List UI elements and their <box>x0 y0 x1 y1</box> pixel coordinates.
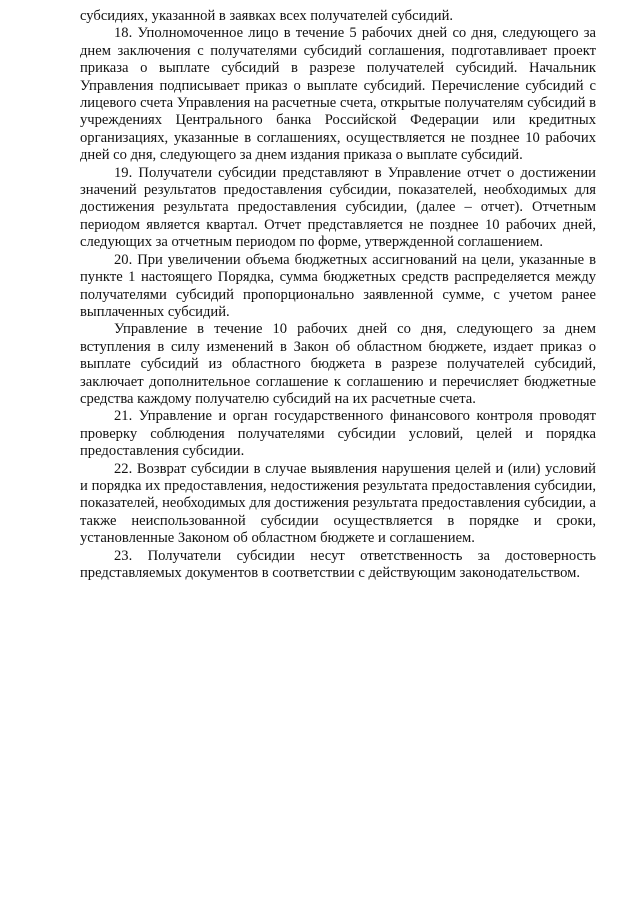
paragraph-20: 20. При увеличении объема бюджетных ассигнований на цели, указанные в пункте 1 настоящего Порядка, сумма бюджетных средств распределяется между получателями субсидий пропорционально заявленной сумме, с учетом ранее выплаченных субсидий. <box>80 251 596 320</box>
paragraph-19: 19. Получатели субсидии представляют в Управление отчет о достижении значений результатов предоставления субсидии, показателей, необходимых для достижения результата предоставления субсидии, (далее – отчет). Отчетным периодом является квартал. Отчет представляется не позднее 10 рабочих дней, следующих за отчетным периодом по форме, утвержденной соглашением. <box>80 164 596 251</box>
paragraph-20-continued: Управление в течение 10 рабочих дней со дня, следующего за днем вступления в силу изменений в Закон об областном бюджете, издает приказ о выплате субсидий из областного бюджета в разрезе получателей субсидий, заключает дополнительное соглашение к соглашению и перечисляет бюджетные средства каждому получателю субсидий на их расчетные счета. <box>80 321 596 407</box>
paragraph-23: 23. Получатели субсидии несут ответственность за достоверность представляемых документов в соответствии с действующим законодательством. <box>80 547 596 581</box>
document-page <box>80 8 596 582</box>
paragraph-18: 18. Уполномоченное лицо в течение 5 рабочих дней со дня, следующего за днем заключения с получателями субсидий соглашения, подготавливает проект приказа о выплате субсидий в разрезе получателей субсидий. Начальник Управления подписывает приказ о выплате субсидий. Перечисление субсидий с лицевого счета Управления на расчетные счета, открытые получателям субсидий в учреждениях Центрального банка Российской Федерации или кредитных организациях, указанные в соглашениях, осуществляется не позднее 10 рабочих дней со дня, следующего за днем издания приказа о выплате субсидий. <box>80 25 596 164</box>
paragraph-22: 22. Возврат субсидии в случае выявления нарушения целей и (или) условий и порядка их предоставления, недостижения результата предоставления субсидии, показателей, необходимых для достижения результата предоставления субсидии, а также неиспользованной субсидии осуществляется в порядке и сроки, установленные Законом об областном бюджете и соглашением. <box>80 460 596 547</box>
paragraph-continuation: субсидиях, указанной в заявках всех получателей субсидий. <box>80 8 454 24</box>
paragraph-21: 21. Управление и орган государственного финансового контроля проводят проверку соблюдения получателями субсидии условий, целей и порядка предоставления субсидии. <box>80 408 596 460</box>
